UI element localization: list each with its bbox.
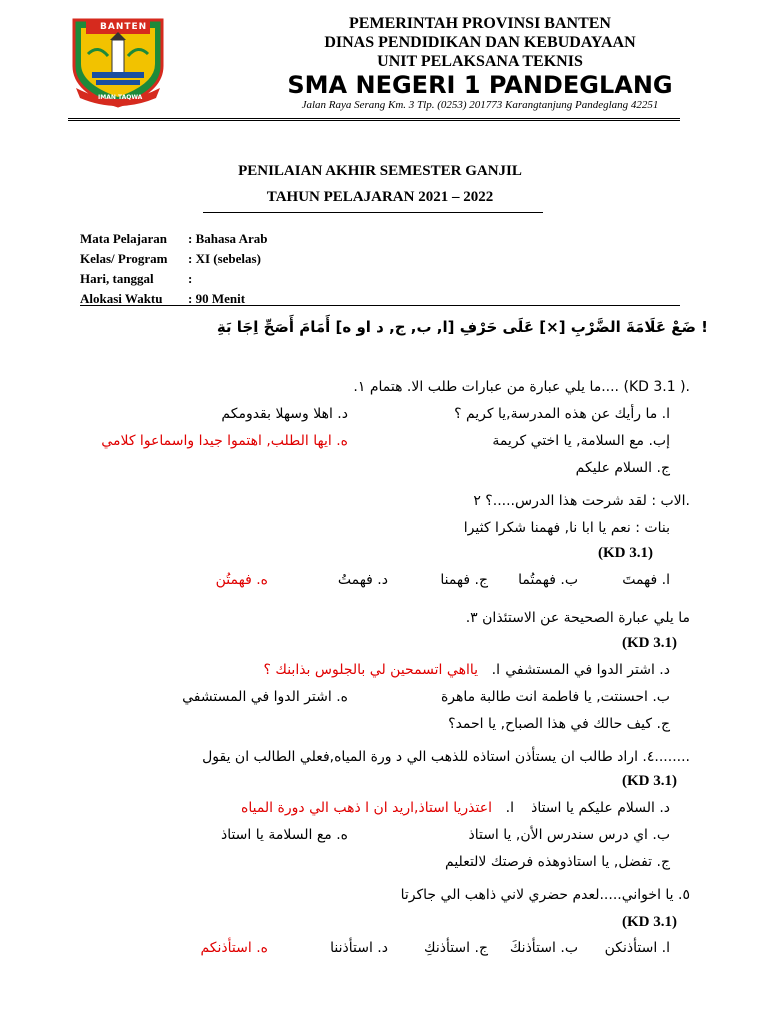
q4-option-b: ب. اي درس سندرس الأن, يا استاذ <box>468 827 670 843</box>
logo-top-text: BANTEN <box>100 22 148 32</box>
exam-year: TAHUN PELAJARAN 2021 – 2022 <box>266 189 494 205</box>
q5-option-e: ه. استأذنكم <box>200 940 268 956</box>
q3-option-e: ه. اشتر الدوا في المستشفي <box>182 689 348 705</box>
info-row <box>80 231 267 251</box>
info-label: Hari, tanggal <box>80 271 154 286</box>
exam-title: PENILAIAN AKHIR SEMESTER GANJIL <box>238 163 522 179</box>
q2-option-d: د. فهمتُ <box>337 572 388 588</box>
info-value: : Bahasa Arab <box>188 231 268 246</box>
q2-option-b: ب. فهمتُما <box>518 572 578 588</box>
info-label: Alokasi Waktu <box>80 291 163 306</box>
info-row <box>80 291 267 311</box>
q1-stem: .( KD 3.1) ....ما يلي عبارة من عبارات طلب الا. هتمام ١. <box>353 379 690 395</box>
info-row <box>80 251 267 271</box>
q5-option-d: د. استأذننا <box>330 940 388 956</box>
q2-option-a: ا. فهمتَ <box>622 572 670 588</box>
q5-option-c: ج. استأذنكِ <box>424 940 488 956</box>
header-address: Jalan Raya Serang Km. 3 Tlp. (0253) 201773 Karangtanjung Pandeglang 42251 <box>301 99 659 111</box>
header-unit: UNIT PELAKSANA TEKNIS <box>377 53 583 70</box>
exam-info-table <box>80 231 267 311</box>
q1-option-d: د. اهلا وسهلا بقدومكم <box>221 406 348 422</box>
q4-option-a: اعتذريا استاذ,اريد ان ا ذهب الي دورة المياه <box>241 800 492 816</box>
info-value: : <box>188 271 193 286</box>
q1-option-c: ج. السلام عليكم <box>575 460 670 476</box>
q3-kd: (KD 3.1) <box>622 635 677 651</box>
q3-option-d: د. اشتر الدوا في المستشفي <box>505 662 670 678</box>
header-divider <box>68 118 680 121</box>
q4-option-d: د. السلام عليكم يا استاذ <box>531 800 670 816</box>
q4-option-e: ه. مع السلامة يا استاذ <box>220 827 348 843</box>
q4-stem: ........٤. اراد طالب ان يستأذن استاذه للذهب الي د ورة المياه,فعلي الطالب ان يقول <box>202 749 690 765</box>
q1-option-e: ه. ايها الطلب, اهتموا جيدا واسماعوا كلامي <box>101 433 348 449</box>
q5-option-b: ب. استأذنكَ <box>509 940 578 956</box>
info-row <box>80 271 267 291</box>
header-department: DINAS PENDIDIKAN DAN KEBUDAYAAN <box>324 34 636 51</box>
info-label: Mata Pelajaran <box>80 231 168 246</box>
q3-option-b: ب. احسنتت, يا فاطمة انت طالبة ماهرة <box>440 689 670 705</box>
q3-option-c: ج. كيف حالك في هذا الصباح, يا احمد؟ <box>448 716 670 732</box>
q1-option-a: ا. ما رأيك عن هذه المدرسة,يا كريم ؟ <box>454 406 670 422</box>
info-label: Kelas/ Program <box>80 251 168 266</box>
q4-kd: (KD 3.1) <box>622 773 677 789</box>
title-underline <box>203 212 543 213</box>
q2-option-c: ج. فهمنا <box>440 572 488 588</box>
q5-option-a: ا. استأذنكن <box>604 940 670 956</box>
q2-stem-line2: بنات : نعم يا ابا نا, فهمنا شكرا كثيرا <box>463 520 670 536</box>
info-value: : XI (sebelas) <box>188 251 261 266</box>
info-divider <box>80 305 680 306</box>
q2-stem-line1: .الاب : لقد شرحت هذا الدرس.....؟ ٢ <box>473 493 690 509</box>
header-school: SMA NEGERI 1 PANDEGLANG <box>287 71 673 99</box>
q3-option-a-prefix: ا. <box>491 662 500 678</box>
q2-kd: (KD 3.1) <box>598 545 653 561</box>
info-value: : 90 Menit <box>188 291 246 306</box>
q4-option-c: ج. تفضل, يا استاذوهذه فرصتك لالتعليم <box>445 854 670 870</box>
header-province: PEMERINTAH PROVINSI BANTEN <box>349 15 611 32</box>
q5-stem: ٥. يا اخواني.....لعدم حضري لاني ذاهب الي جاكرتا <box>400 887 690 903</box>
logo-bottom-text: IMAN TAQWA <box>98 94 143 101</box>
instruction-text: ! ضَعْ عَلَامَةَ الضَّرْبِ [×] عَلَى حَرْفِ [ا, ب, ج, د او ه] أَمَامَ أَصَحِّ اِجَا بَةِ <box>216 318 708 336</box>
province-logo <box>68 14 168 109</box>
q4-option-a-prefix: ا. <box>505 800 514 816</box>
q5-kd: (KD 3.1) <box>622 914 677 930</box>
q1-option-b: إب. مع السلامة, يا اختي كريمة <box>492 433 670 449</box>
q3-stem: ما يلي عبارة الصحيحة عن الاستئذان ٣. <box>465 610 690 626</box>
q3-option-a: يااهي اتسمحين لي بالجلوس بذابنك ؟ <box>263 662 478 678</box>
q2-option-e: ه. فهمتُن <box>215 572 268 588</box>
